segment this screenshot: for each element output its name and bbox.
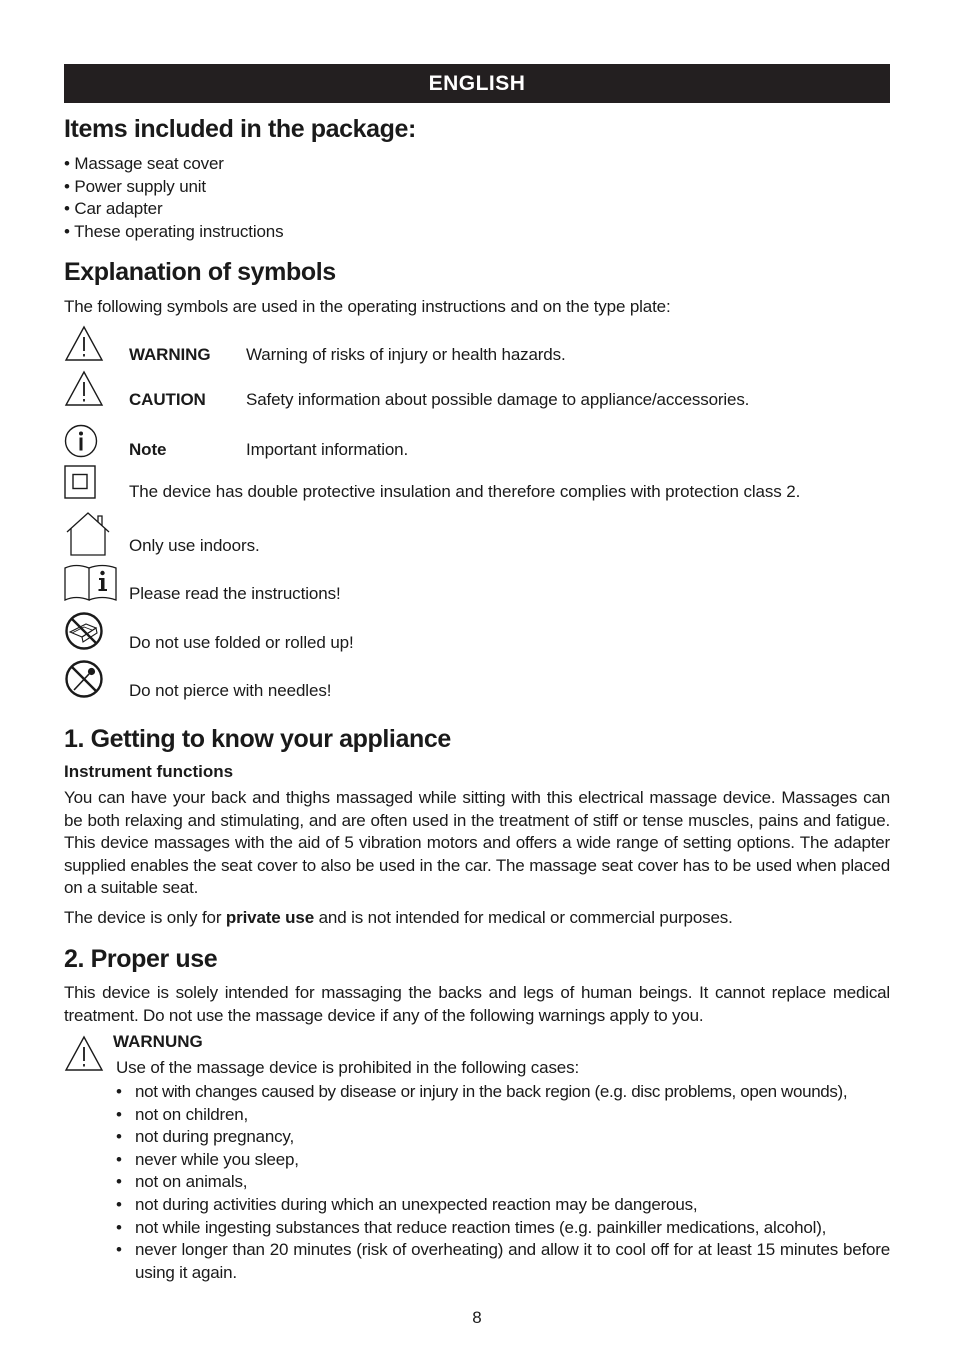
private-use-paragraph: The device is only for private use and is not intended for medical or commercial purposes. (64, 908, 733, 927)
class2-description: The device has double protective insulation and therefore complies with protection class 2. (129, 482, 801, 501)
prohibited-cases-list (116, 1081, 890, 1284)
caution-description: Safety information about possible damage to appliance/accessories. (246, 390, 750, 409)
caution-label: CAUTION (129, 390, 206, 409)
warning-block-title: WARNUNG (113, 1032, 203, 1051)
warning-label: WARNING (129, 345, 211, 364)
symbols-heading: Explanation of symbols (64, 258, 336, 286)
info-circle-icon (64, 424, 98, 458)
package-list (64, 153, 283, 244)
note-label: Note (129, 440, 167, 459)
list-item: • never longer than 20 minutes (risk of overheating) and allow it to cool off for at least 15 minutes before using it again. (116, 1239, 890, 1284)
warning-description: Warning of risks of injury or health hazards. (246, 345, 566, 364)
no-needles-icon (64, 660, 104, 698)
private-use-emphasis: private use (225, 908, 315, 927)
double-insulation-icon (64, 465, 96, 499)
folded-description: Do not use folded or rolled up! (129, 633, 354, 652)
symbols-intro: The following symbols are used in the operating instructions and on the type plate: (64, 297, 671, 316)
needles-description: Do not pierce with needles! (129, 681, 332, 700)
indoors-description: Only use indoors. (129, 536, 260, 555)
list-item: • These operating instructions (64, 222, 284, 242)
getting-to-know-heading: 1. Getting to know your appliance (64, 725, 451, 753)
proper-use-heading: 2. Proper use (64, 945, 218, 973)
list-item: • Car adapter (64, 199, 163, 219)
list-item: • Power supply unit (64, 176, 207, 196)
instrument-functions-heading: Instrument functions (64, 762, 234, 781)
instrument-functions-paragraph: You can have your back and thighs massaged while sitting with this electrical massage device. Massages can be both relaxing and stimulating, and are often used in the treatment of stiff or tense muscles, pains and fatigue. This device massages with the aid of 5 vibration motors and offers a wide range of setting options. The adapter supplied enables the seat cover to also be used in the car. The massage seat cover has to be used when placed on a suitable seat. (64, 788, 890, 898)
warning-triangle-icon (64, 1035, 104, 1073)
house-icon (64, 511, 112, 557)
package-heading: Items included in the package: (64, 115, 416, 143)
list-item: • not during pregnancy, (116, 1126, 890, 1149)
list-item: • not on animals, (116, 1171, 890, 1194)
list-item: • not during activities during which an unexpected reaction may be dangerous, (116, 1194, 890, 1217)
warning-triangle-icon (64, 325, 104, 363)
note-description: Important information. (246, 440, 409, 459)
proper-use-paragraph: This device is solely intended for massaging the backs and legs of human beings. It cannot replace medical treatment. Do not use the massage device if any of the following warnings apply to you. (64, 983, 890, 1025)
list-item: • not with changes caused by disease or injury in the back region (e.g. disc problems, open wounds), (116, 1081, 890, 1104)
warning-triangle-icon (64, 370, 104, 408)
language-banner: ENGLISH (64, 64, 890, 103)
list-item: • Massage seat cover (64, 154, 224, 173)
list-item: • not on children, (116, 1104, 890, 1127)
read-manual-icon (64, 562, 118, 602)
list-item: • not while ingesting substances that reduce reaction times (e.g. painkiller medications, alcohol), (116, 1217, 890, 1240)
warning-block-intro: Use of the massage device is prohibited in the following cases: (116, 1058, 580, 1077)
list-item: • never while you sleep, (116, 1149, 890, 1172)
read-description: Please read the instructions! (129, 584, 341, 603)
no-folding-icon (64, 612, 104, 650)
page-number: 8 (472, 1308, 482, 1327)
